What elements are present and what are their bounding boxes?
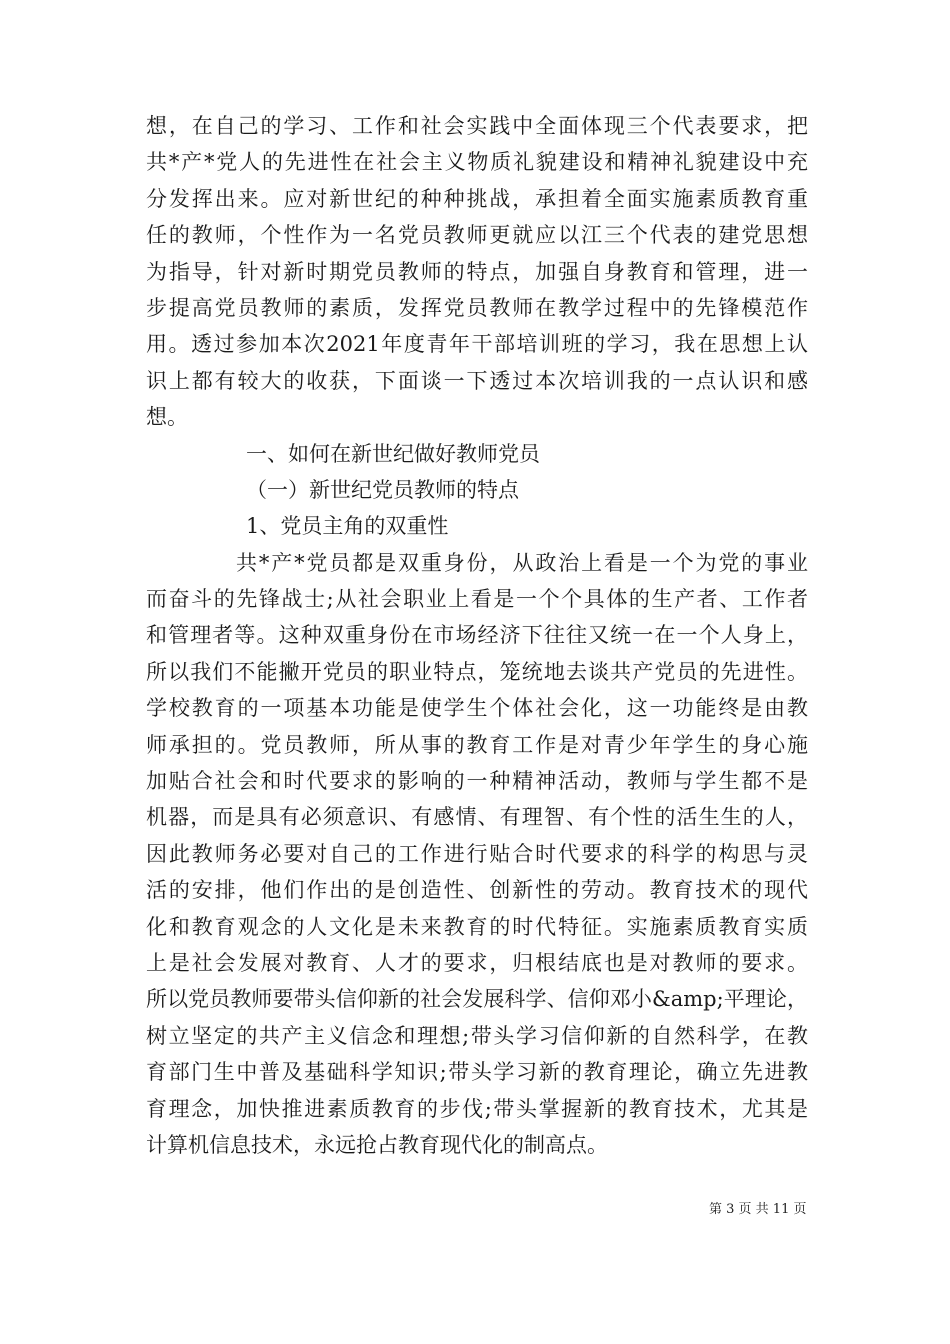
para2-line-8: 机器，而是具有必须意识、有感情、有理智、有个性的活生生的人， <box>146 805 808 830</box>
body-line-9: 想。 <box>146 405 188 430</box>
para2-line-3: 和管理者等。这种双重身份在市场经济下往往又统一在一个人身上， <box>146 623 808 648</box>
para2-line-13: 所以党员教师要带头信仰新的社会发展科学、信仰邓小&amp;平理论， <box>146 987 808 1012</box>
body-line-6: 步提高党员教师的素质，发挥党员教师在教学过程中的先锋模范作 <box>146 295 808 320</box>
para2-line-6: 师承担的。党员教师，所从事的教育工作是对青少年学生的身心施 <box>146 732 808 757</box>
para2-line-16: 育理念，加快推进素质教育的步伐;带头掌握新的教育技术，尤其是 <box>146 1096 808 1121</box>
para2-line-9: 因此教师务必要对自己的工作进行贴合时代要求的科学的构思与灵 <box>146 841 808 866</box>
para2-line-4: 所以我们不能撇开党员的职业特点，笼统地去谈共产党员的先进性。 <box>146 659 808 684</box>
page-number-footer: 第 3 页 共 11 页 <box>709 1202 807 1217</box>
para2-line-11: 化和教育观念的人文化是未来教育的时代特征。实施素质教育实质 <box>146 914 808 939</box>
body-line-3: 分发挥出来。应对新世纪的种种挑战，承担着全面实施素质教育重 <box>146 186 808 211</box>
para2-line-2: 而奋斗的先锋战士;从社会职业上看是一个个具体的生产者、工作者 <box>146 587 808 612</box>
section-heading-2: （一）新世纪党员教师的特点 <box>246 477 519 502</box>
para2-line-7: 加贴合社会和时代要求的影响的一种精神活动，教师与学生都不是 <box>146 769 808 794</box>
body-line-2: 共*产*党人的先进性在社会主义物质礼貌建设和精神礼貌建设中充 <box>146 150 808 175</box>
document-page <box>146 108 808 1163</box>
body-line-7: 用。透过参加本次2021年度青年干部培训班的学习，我在思想上认 <box>146 332 808 357</box>
para2-line-12: 上是社会发展对教育、人才的要求，归根结底也是对教师的要求。 <box>146 950 808 975</box>
section-heading-1: 一、如何在新世纪做好教师党员 <box>246 441 540 466</box>
section-heading-3: 1、党员主角的双重性 <box>246 514 449 539</box>
body-line-4: 任的教师，个性作为一名党员教师更就应以江三个代表的建党思想 <box>146 223 808 248</box>
body-line-1: 想，在自己的学习、工作和社会实践中全面体现三个代表要求，把 <box>146 114 808 138</box>
para2-line-10: 活的安排，他们作出的是创造性、创新性的劳动。教育技术的现代 <box>146 878 808 903</box>
body-line-5: 为指导，针对新时期党员教师的特点，加强自身教育和管理，进一 <box>146 259 808 284</box>
para2-line-15: 育部门生中普及基础科学知识;带头学习新的教育理论，确立先进教 <box>146 1060 808 1085</box>
para2-line-1: 共*产*党员都是双重身份，从政治上看是一个为党的事业 <box>236 550 808 575</box>
para2-line-17: 计算机信息技术，永远抢占教育现代化的制高点。 <box>146 1132 608 1157</box>
para2-line-14: 树立坚定的共产主义信念和理想;带头学习信仰新的自然科学，在教 <box>146 1023 808 1048</box>
para2-line-5: 学校教育的一项基本功能是使学生个体社会化，这一功能终是由教 <box>146 696 808 721</box>
body-line-8: 识上都有较大的收获，下面谈一下透过本次培训我的一点认识和感 <box>146 368 808 393</box>
